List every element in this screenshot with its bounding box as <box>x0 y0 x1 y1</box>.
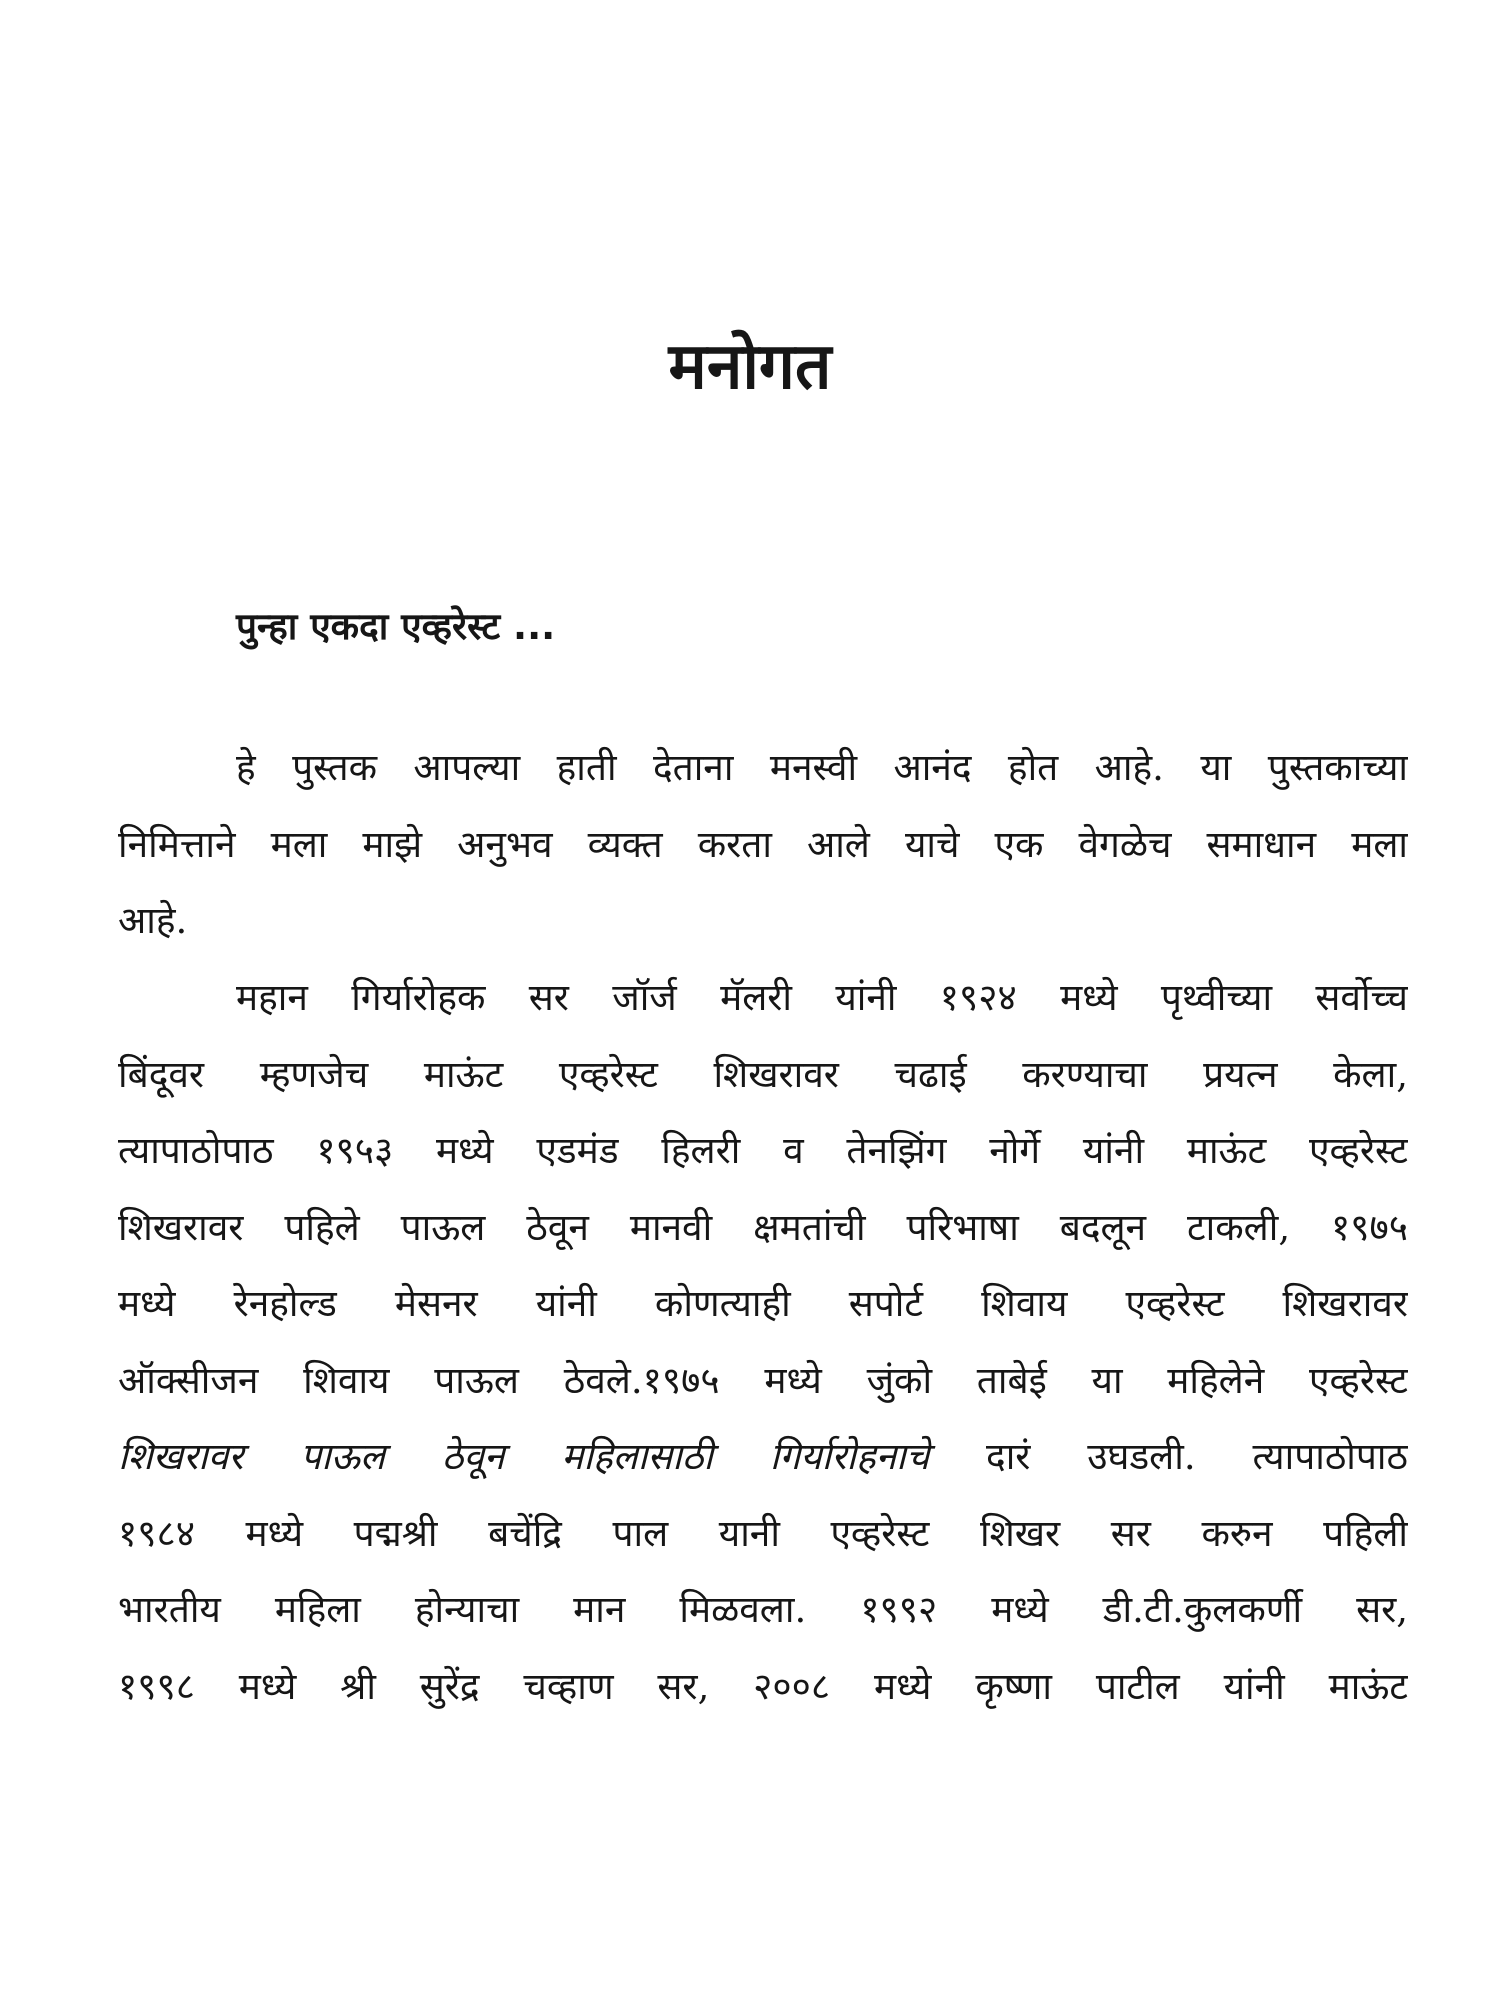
section-subheading: पुन्हा एकदा एव्हरेस्ट ... <box>236 605 556 648</box>
paragraph-line: त्यापाठोपाठ १९५३ मध्ये एडमंड हिलरी व तेनझिंग नोर्गे यांनी माऊंट एव्हरेस्ट <box>118 1129 1408 1172</box>
paragraph-line-mixed <box>118 1419 1408 1496</box>
paragraph-line: मध्ये रेनहोल्ड मेसनर यांनी कोणत्याही सपोर्ट शिवाय एव्हरेस्ट शिखरावर <box>118 1282 1408 1325</box>
paragraph-line: बिंदूवर म्हणजेच माऊंट एव्हरेस्ट शिखरावर चढाई करण्याचा प्रयत्न केला, <box>118 1052 1408 1096</box>
paragraph-line: १९८४ मध्ये पद्मश्री बचेंद्रि पाल यानी एव्हरेस्ट शिखर सर करुन पहिली <box>118 1511 1408 1555</box>
paragraph-intro <box>118 730 1408 960</box>
paragraph-line: महान गिर्यारोहक सर जॉर्ज मॅलरी यांनी १९२४ मध्ये पृथ्वीच्या सर्वोच्च <box>236 976 1408 1019</box>
paragraph-line: १९९८ मध्ये श्री सुरेंद्र चव्हाण सर, २००८ मध्ये कृष्णा पाटील यांनी माऊंट <box>118 1664 1408 1708</box>
paragraph-line: आहे. <box>118 899 188 942</box>
paragraph-line: ऑक्सीजन शिवाय पाऊल ठेवले.१९७५ मध्ये जुंको ताबेई या महिलेने एव्हरेस्ट <box>118 1358 1408 1402</box>
plain-phrase: दारं उघडली. त्यापाठोपाठ <box>929 1435 1408 1478</box>
page-title: मनोगत <box>668 330 832 404</box>
paragraph-line: भारतीय महिला होन्याचा मान मिळवला. १९९२ मध्ये डी.टी.कुलकर्णी सर, <box>118 1588 1408 1631</box>
paragraph-line: हे पुस्तक आपल्या हाती देताना मनस्वी आनंद होत आहे. या पुस्तकाच्या <box>236 746 1408 789</box>
paragraph-line: निमित्ताने मला माझे अनुभव व्यक्त करता आले याचे एक वेगळेच समाधान मला <box>118 822 1408 866</box>
paragraph-history <box>118 960 1408 1725</box>
italic-phrase: शिखरावर पाऊल ठेवून महिलासाठी गिर्यारोहनाचे <box>118 1435 930 1478</box>
paragraph-line: शिखरावर पहिले पाऊल ठेवून मानवी क्षमतांची परिभाषा बदलून टाकली, १९७५ <box>118 1205 1408 1249</box>
